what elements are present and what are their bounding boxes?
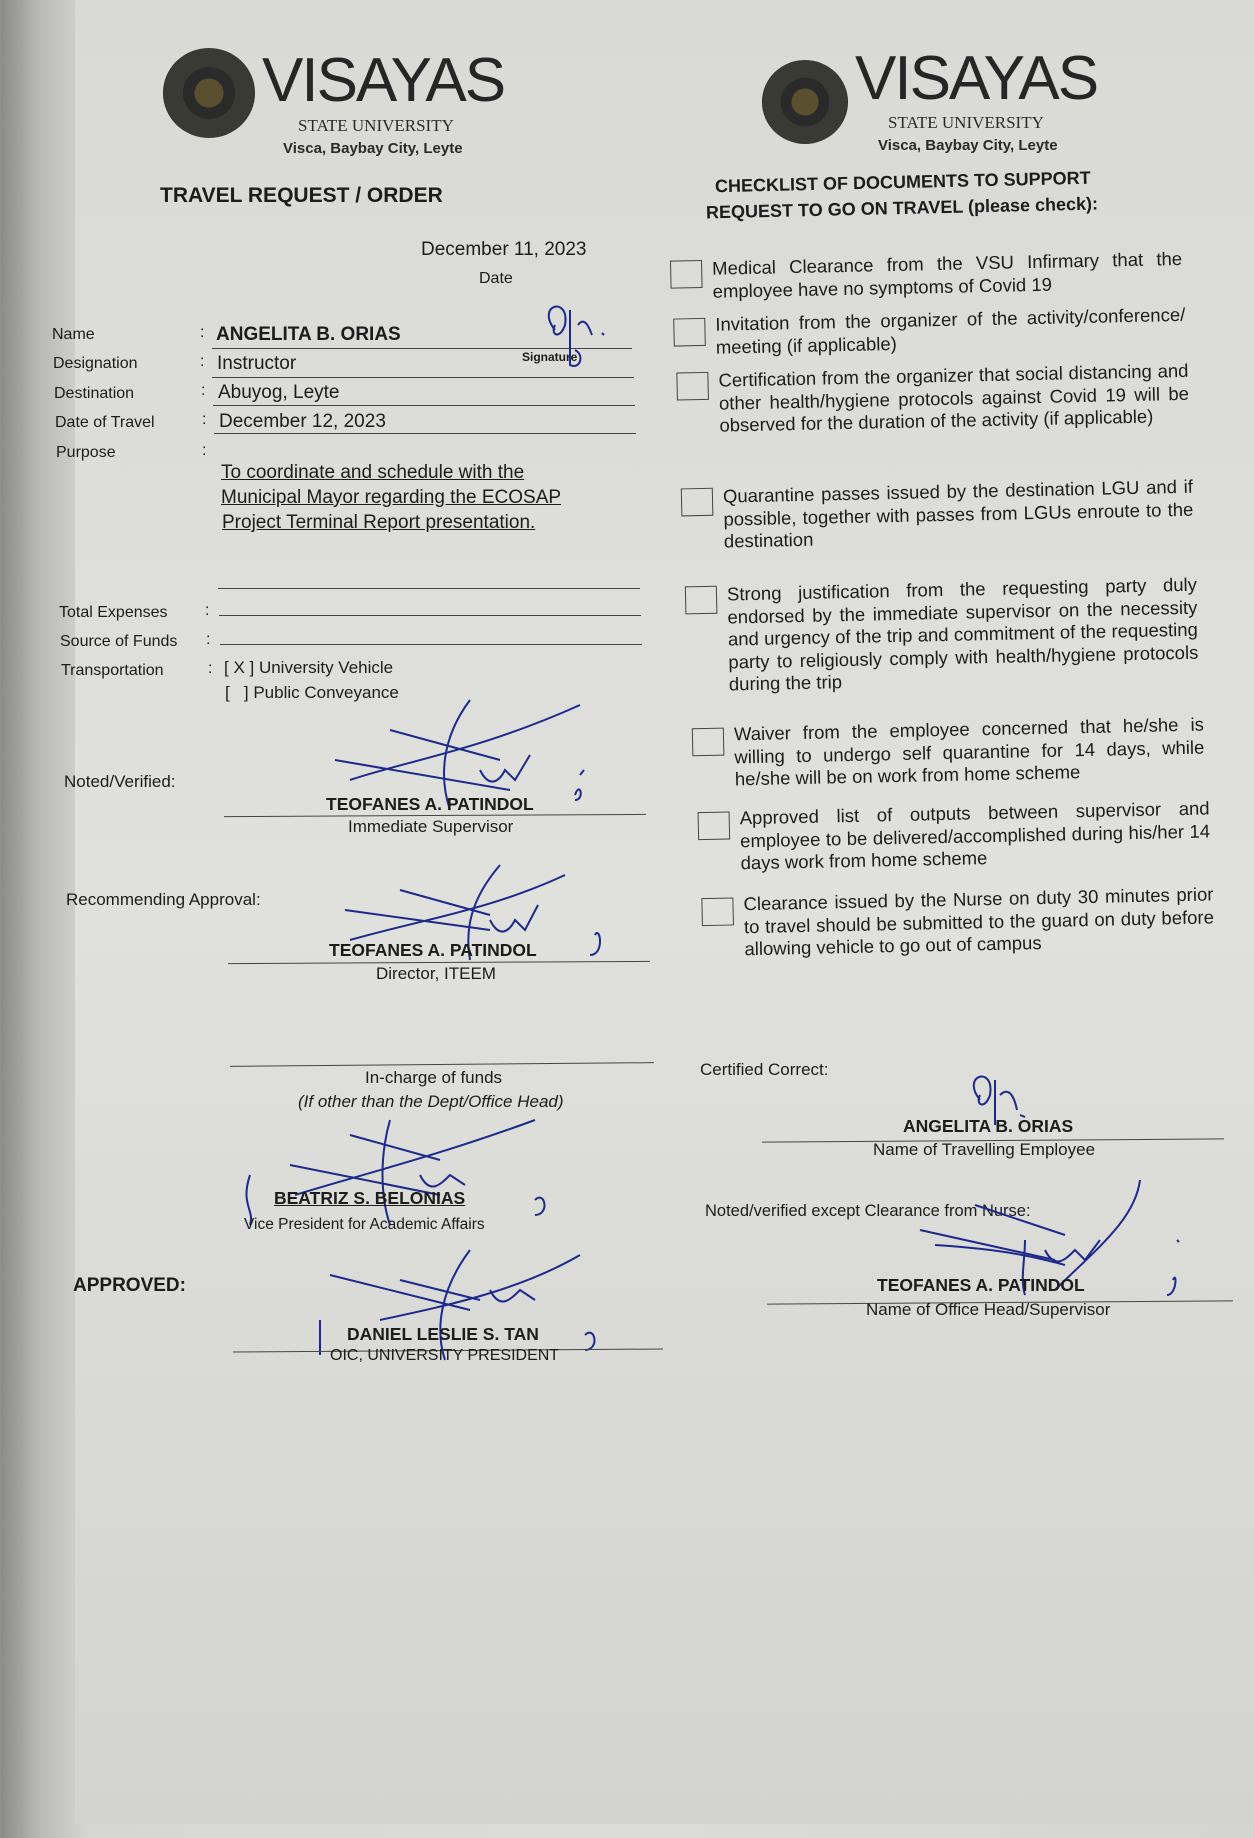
employee-title: Name of Travelling Employee bbox=[873, 1140, 1096, 1159]
checklist-title-line2: REQUEST TO GO ON TRAVEL (please check): bbox=[705, 193, 1099, 223]
logo-address: Visca, Baybay City, Leyte bbox=[283, 140, 463, 157]
checklist-checkbox[interactable] bbox=[673, 318, 706, 347]
recommending-signatory-name: TEOFANES A. PATINDOL bbox=[329, 940, 537, 960]
form-title: TRAVEL REQUEST / ORDER bbox=[160, 184, 443, 207]
checklist-checkbox[interactable] bbox=[692, 728, 725, 757]
purpose-label: Purpose bbox=[56, 444, 116, 461]
checklist-item: Quarantine passes issued by the destination LGU and if possible, together with passes from LGUs enroute to the destination bbox=[722, 475, 1194, 552]
president-title: OIC, UNIVERSITY PRESIDENT bbox=[330, 1347, 560, 1364]
checklist-item: Approved list of outputs between supervisor and employee to be delivered/accomplished during his/her 14 days work from home scheme bbox=[739, 797, 1211, 874]
certified-correct-label: Certified Correct: bbox=[700, 1060, 829, 1079]
logo-subtitle: STATE UNIVERSITY bbox=[298, 116, 454, 135]
request-date: December 11, 2023 bbox=[421, 239, 587, 260]
checklist-item: Invitation from the organizer of the activity/conference/ meeting (if applicable) bbox=[715, 303, 1186, 358]
signature-label: Signature bbox=[522, 350, 578, 364]
funds-incharge-title: In-charge of funds bbox=[365, 1068, 503, 1087]
office-head-name: TEOFANES A. PATINDOL bbox=[877, 1275, 1085, 1295]
date-of-travel-label: Date of Travel bbox=[55, 414, 155, 431]
transport-option-public-conveyance: [ ] Public Conveyance bbox=[225, 683, 399, 702]
funds-incharge-note: (If other than the Dept/Office Head) bbox=[298, 1092, 564, 1111]
checklist-item: Medical Clearance from the VSU Infirmary that the employee have no symptoms of Covid 19 bbox=[711, 247, 1183, 302]
purpose-line: Project Terminal Report presentation. bbox=[222, 512, 536, 533]
logo-wordmark: VISAYAS bbox=[262, 46, 505, 115]
checklist-item: Clearance issued by the Nurse on duty 30 minutes prior to travel should be submitted to the guard on duty before allowing vehicle to go out of campus bbox=[743, 883, 1215, 960]
noted-signatory-title: Immediate Supervisor bbox=[348, 817, 514, 836]
vp-name: BEATRIZ S. BELONIAS bbox=[274, 1188, 466, 1208]
checklist-item: Certification from the organizer that social distancing and other health/hygiene protocols against Covid 19 will be observed for the duration of the activity (if applicable) bbox=[718, 359, 1190, 436]
recommending-signatory-title: Director, ITEEM bbox=[376, 964, 496, 983]
vp-title: Vice President for Academic Affairs bbox=[244, 1216, 485, 1233]
transport-option-university-vehicle: [ X ] University Vehicle bbox=[224, 658, 394, 677]
approved-label: APPROVED: bbox=[73, 1275, 186, 1296]
checklist-checkbox[interactable] bbox=[698, 812, 731, 841]
employee-name: ANGELITA B. ORIAS bbox=[903, 1116, 1074, 1136]
noted-signatory-name: TEOFANES A. PATINDOL bbox=[326, 794, 534, 814]
noted-verified-label: Noted/Verified: bbox=[64, 772, 176, 791]
checklist-checkbox[interactable] bbox=[676, 372, 709, 401]
recommending-approval-label: Recommending Approval: bbox=[66, 890, 261, 909]
total-expenses-label: Total Expenses bbox=[59, 604, 168, 621]
checklist-checkbox[interactable] bbox=[685, 586, 718, 615]
checklist-checkbox[interactable] bbox=[670, 260, 703, 289]
noted-except-label: Noted/verified except Clearance from Nurse: bbox=[705, 1202, 1031, 1220]
checklist-item: Strong justification from the requesting party duly endorsed by the immediate supervisor on the necessity and urgency of the trip and commitment of the requesting party to religiously comply with health/hygiene protocols during the trip bbox=[726, 573, 1199, 695]
checklist-checkbox[interactable] bbox=[701, 897, 734, 926]
logo-wordmark: VISAYAS bbox=[855, 44, 1098, 113]
purpose-line: To coordinate and schedule with the bbox=[221, 462, 525, 483]
transportation-label: Transportation bbox=[61, 662, 164, 679]
logo-subtitle: STATE UNIVERSITY bbox=[888, 113, 1044, 132]
source-of-funds-label: Source of Funds bbox=[60, 633, 178, 650]
date-label: Date bbox=[479, 270, 513, 287]
checklist-checkbox[interactable] bbox=[681, 488, 714, 517]
name-label: Name bbox=[52, 326, 95, 343]
date-of-travel-value: December 12, 2023 bbox=[219, 411, 386, 432]
president-name: DANIEL LESLIE S. TAN bbox=[347, 1324, 539, 1344]
checklist-title-line1: CHECKLIST OF DOCUMENTS TO SUPPORT bbox=[714, 167, 1091, 197]
checklist-item: Waiver from the employee concerned that he/she is willing to undergo self quarantine for 14 days, while he/she will be on work from home scheme bbox=[733, 713, 1205, 790]
purpose-line: Municipal Mayor regarding the ECOSAP bbox=[221, 487, 562, 508]
logo-address: Visca, Baybay City, Leyte bbox=[878, 137, 1058, 154]
designation-label: Designation bbox=[53, 355, 138, 372]
destination-value: Abuyog, Leyte bbox=[218, 382, 340, 403]
name-value: ANGELITA B. ORIAS bbox=[216, 324, 401, 345]
designation-value: Instructor bbox=[217, 353, 297, 374]
office-head-title: Name of Office Head/Supervisor bbox=[866, 1300, 1111, 1319]
destination-label: Destination bbox=[54, 385, 135, 402]
